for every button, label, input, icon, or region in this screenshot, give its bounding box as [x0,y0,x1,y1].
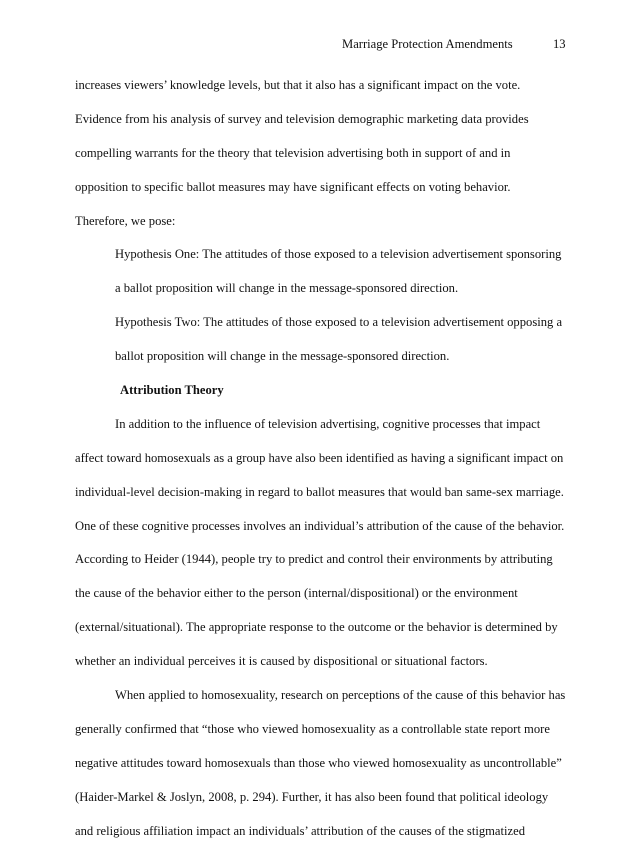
page-number: 13 [553,37,566,51]
section-heading: Attribution Theory [120,383,224,398]
text-line: One of these cognitive processes involves an individual’s attribution of the cause of the behavior. [75,518,565,533]
text-line: (Haider-Markel & Joslyn, 2008, p. 294). Further, it has also been found that political ideology [75,789,549,804]
hypothesis-one: Hypothesis One: The attitudes of those exposed to a television advertisement sponsoring [115,247,562,262]
hypothesis-two: Hypothesis Two: The attitudes of those exposed to a television advertisement opposing a [115,315,563,330]
text-line: individual-level decision-making in regard to ballot measures that would ban same-sex marriage. [75,484,564,499]
text-line: the cause of the behavior either to the person (internal/dispositional) or the environment [75,586,518,601]
page-header [0,37,638,55]
text-line: ballot proposition will change in the message-sponsored direction. [115,349,450,364]
paragraph-start: In addition to the influence of television advertising, cognitive processes that impact [115,416,541,431]
text-line: generally confirmed that “those who viewed homosexuality as a controllable state report more [75,721,550,736]
text-line: whether an individual perceives it is caused by dispositional or situational factors. [75,654,488,669]
paragraph-start: When applied to homosexuality, research on perceptions of the cause of this behavior has [115,688,566,703]
body-text [75,69,565,848]
text-line: opposition to specific ballot measures may have significant effects on voting behavior. [75,179,511,194]
text-line: compelling warrants for the theory that television advertising both in support of and in [75,145,511,160]
running-head: Marriage Protection Amendments [342,37,513,51]
text-line: Evidence from his analysis of survey and television demographic marketing data provides [75,111,529,126]
text-line: and religious affiliation impact an individuals’ attribution of the causes of the stigmatized [75,823,525,838]
text-line: Therefore, we pose: [75,213,176,228]
text-line: (external/situational). The appropriate response to the outcome or the behavior is determined by [75,620,558,635]
text-line: a ballot proposition will change in the message-sponsored direction. [115,281,459,296]
text-line: affect toward homosexuals as a group have also been identified as having a significant impact on [75,450,564,465]
text-line: negative attitudes toward homosexuals than those who viewed homosexuality as uncontrollable” [75,755,562,770]
text-line: According to Heider (1944), people try to predict and control their environments by attributing [75,552,553,567]
text-line: increases viewers’ knowledge levels, but that it also has a significant impact on the vote. [75,78,521,92]
